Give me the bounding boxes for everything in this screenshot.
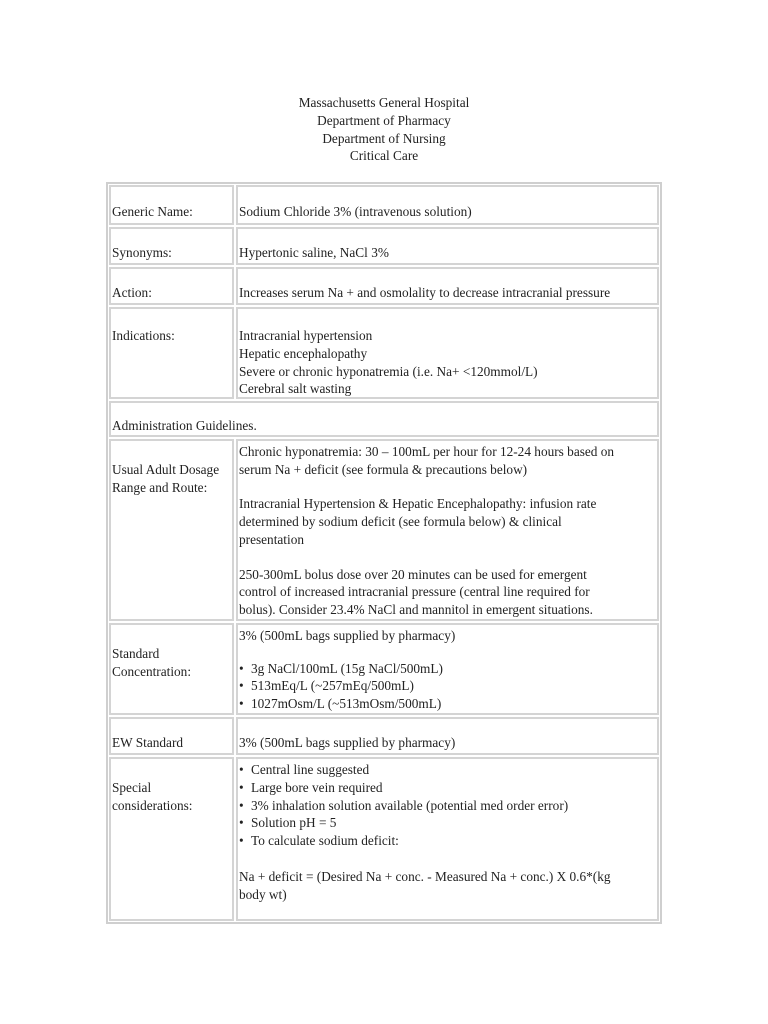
list-item: • 1027mOsm/L (~513mOsm/500mL) (239, 695, 656, 713)
action-label: Action: (109, 267, 234, 305)
critical-care-title: Critical Care (349, 148, 419, 164)
table-row-ew-standard (109, 717, 659, 755)
hospital-name: Massachusetts General Hospital (298, 95, 470, 110)
list-item: • Solution pH = 5 (239, 814, 656, 832)
synonyms-label: Synonyms: (109, 227, 234, 265)
concentration-value (236, 623, 659, 715)
list-item: • 513mEq/L (~257mEq/500mL) (239, 677, 656, 695)
table-row-action (109, 267, 659, 305)
table-row-special (109, 757, 659, 921)
table-row-administration (109, 401, 659, 437)
concentration-label: Standard Concentration: (109, 623, 234, 715)
special-value (236, 757, 659, 921)
special-label: Special considerations: (109, 757, 234, 921)
list-item: • To calculate sodium deficit: (239, 832, 656, 850)
ew-standard-value: 3% (500mL bags supplied by pharmacy) (236, 717, 659, 755)
dosage-value (236, 439, 659, 621)
ew-standard-label: EW Standard (109, 717, 234, 755)
sodium-deficit-formula: Na + deficit = (Desired Na + conc. - Measured Na + conc.) X 0.6*(kg body wt) (239, 868, 611, 902)
indication-item: Intracranial hypertension (239, 328, 373, 343)
indications-label: Indications: (109, 307, 234, 399)
dosage-bolus: 250-300mL bolus dose over 20 minutes can be used for emergent control of increased intracranial pressure (central line required for bolus). Consider 23.4% NaCl and mannitol in emergent situations. (239, 566, 593, 618)
dosage-hyponatremia: Chronic hyponatremia: 30 – 100mL per hour for 12-24 hours based on serum Na + deficit (see formula & precautions below) (239, 444, 615, 477)
indications-value (236, 307, 659, 399)
generic-name-label: Generic Name: (109, 185, 234, 225)
table-row-concentration (109, 623, 659, 715)
list-item: • 3% inhalation solution available (potential med order error) (239, 797, 656, 815)
action-value: Increases serum Na + and osmolality to decrease intracranial pressure (236, 267, 659, 305)
drug-info-table (106, 182, 662, 924)
table-row-dosage (109, 439, 659, 621)
list-item: • Central line suggested (239, 761, 656, 779)
indication-item: Hepatic encephalopathy (239, 345, 368, 361)
indication-item: Cerebral salt wasting (239, 381, 352, 397)
table-row-generic-name (109, 185, 659, 225)
synonyms-value: Hypertonic saline, NaCl 3% (236, 227, 659, 265)
table-row-indications (109, 307, 659, 399)
indication-item: Severe or chronic hyponatremia (i.e. Na+ <120mmol/L) (239, 363, 538, 379)
dosage-intracranial: Intracranial Hypertension & Hepatic Encephalopathy: infusion rate determined by sodium deficit (see formula below) & clinical presentation (239, 496, 597, 547)
list-item: • Large bore vein required (239, 779, 656, 797)
list-item: • 3g NaCl/100mL (15g NaCl/500mL) (239, 660, 656, 678)
generic-name-value: Sodium Chloride 3% (intravenous solution) (236, 185, 659, 225)
department-pharmacy: Department of Pharmacy (317, 112, 451, 128)
document-header (0, 94, 768, 165)
table-row-synonyms (109, 227, 659, 265)
dosage-label: Usual Adult Dosage Range and Route: (109, 439, 234, 621)
administration-guidelines-heading: Administration Guidelines. (109, 401, 659, 437)
department-nursing: Department of Nursing (322, 130, 446, 146)
concentration-intro: 3% (500mL bags supplied by pharmacy) (239, 628, 456, 643)
